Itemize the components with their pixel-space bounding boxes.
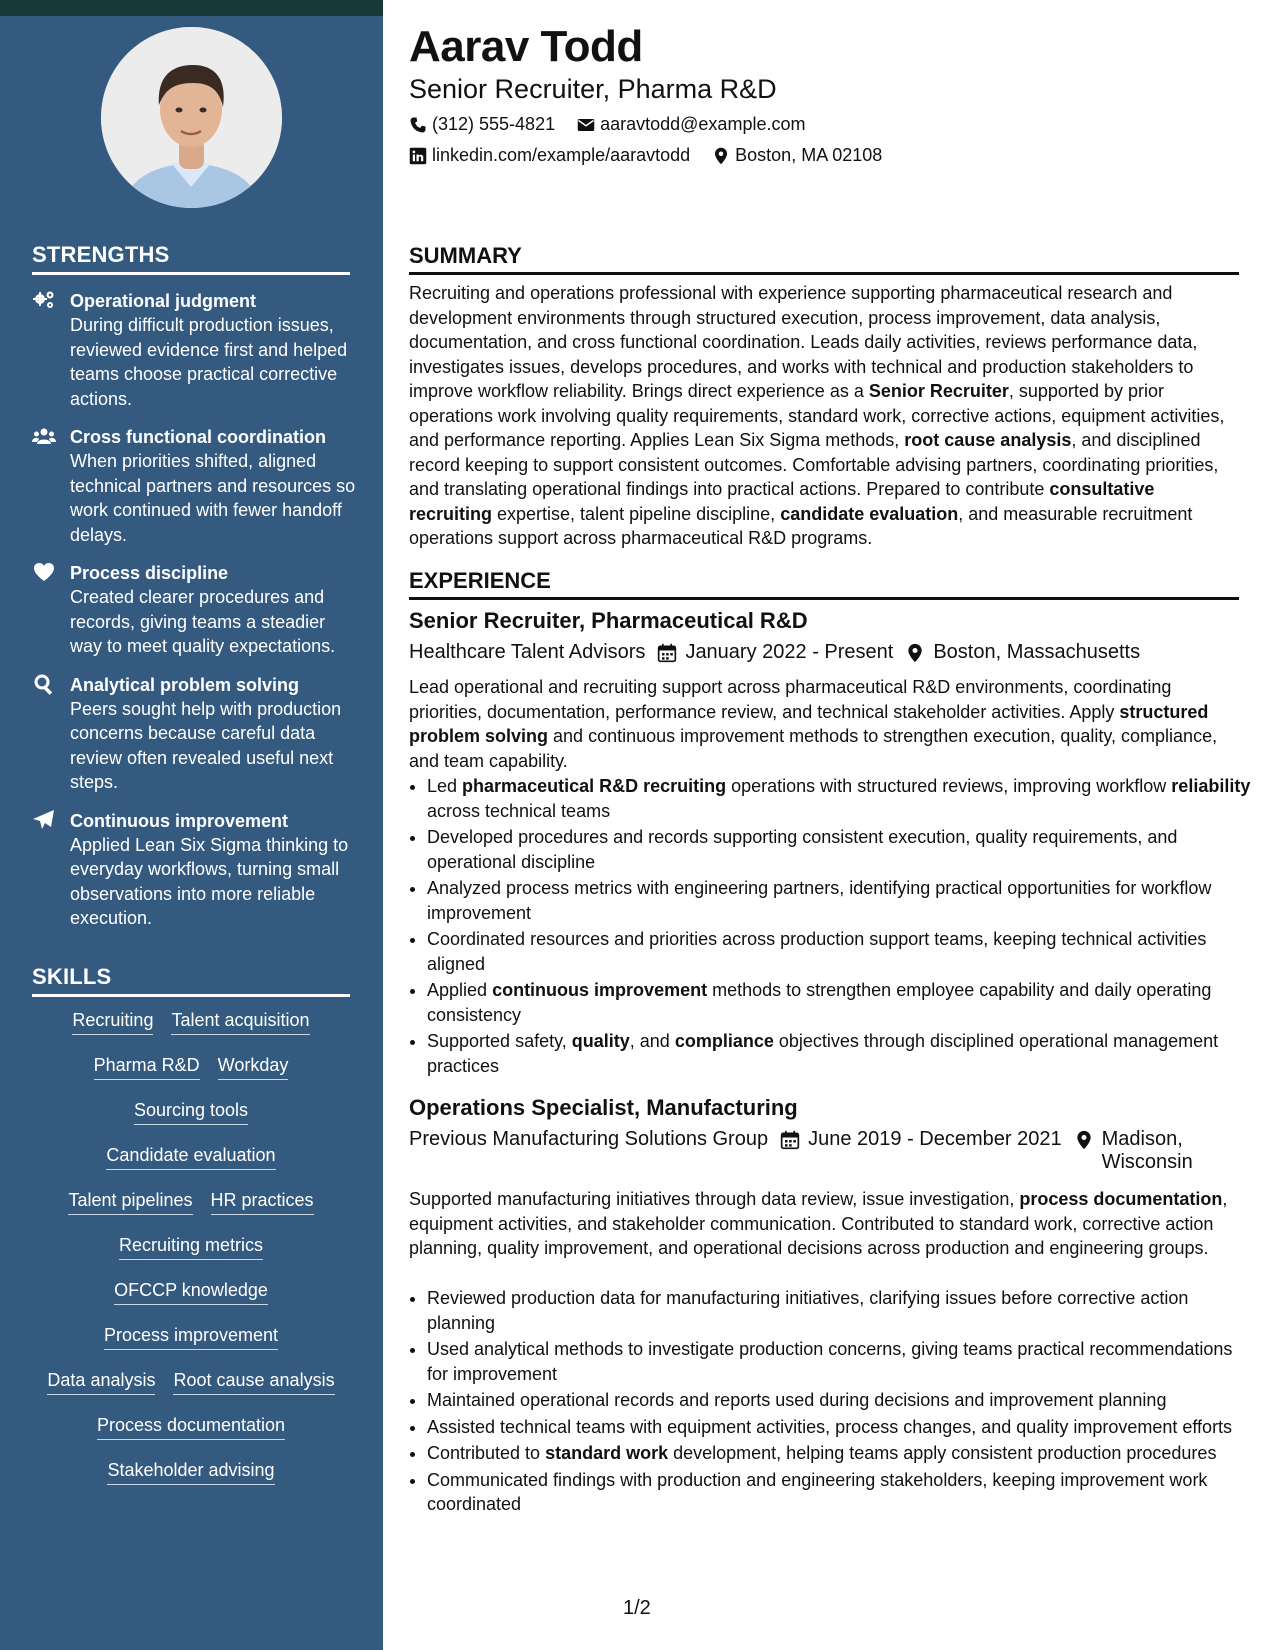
text-segment: , and measurable recruitment operations support across pharmaceutical R&D programs. xyxy=(409,503,1193,548)
skill-tag: Talent acquisition xyxy=(171,1008,309,1035)
contact-row-1 xyxy=(409,114,805,135)
skill-tag: OFCCP knowledge xyxy=(114,1278,268,1305)
gears-icon xyxy=(32,289,56,311)
strength-description: When priorities shifted, aligned technical partners and resources so work continued with fewer handoff delays. xyxy=(70,451,356,545)
page-number: 1/2 xyxy=(623,1597,651,1619)
bold-text: structured problem solving xyxy=(409,701,1209,746)
bold-text: process documentation xyxy=(1019,1189,1223,1209)
text-segment: across technical teams xyxy=(427,800,611,821)
bold-text: quality xyxy=(571,1031,630,1051)
paper-plane-icon xyxy=(32,809,56,831)
bullet-item xyxy=(427,774,1257,823)
strengths-heading: STRENGTHS xyxy=(32,242,350,275)
text-segment: Reviewed production data for manufacturing initiatives, clarifying issues before corrective action planning xyxy=(427,1288,1189,1333)
text-segment: Maintained operational records and reports used during decisions and improvement planning xyxy=(427,1390,1167,1410)
summary-heading: SUMMARY xyxy=(409,243,1239,275)
text-segment: Supported safety, xyxy=(427,1031,572,1051)
linkedin-contact[interactable] xyxy=(409,145,690,166)
bold-text: continuous improvement xyxy=(492,980,708,1000)
strength-title: Analytical problem solving xyxy=(70,674,300,695)
text-segment: Assisted technical teams with equipment activities, process changes, and quality improvement efforts xyxy=(427,1416,1233,1437)
candidate-title: Senior Recruiter, Pharma R&D xyxy=(409,74,777,104)
job-company: Previous Manufacturing Solutions Group xyxy=(409,1128,769,1150)
text-segment: expertise, talent pipeline discipline, xyxy=(492,503,781,524)
job-title: Senior Recruiter, Pharmaceutical R&D xyxy=(409,608,808,633)
bullet-item xyxy=(427,1286,1257,1335)
skill-row xyxy=(32,1143,350,1188)
skills-list xyxy=(32,1008,350,1503)
strength-item xyxy=(32,673,362,795)
skill-row xyxy=(32,1458,350,1503)
strength-description: Created clearer procedures and records, giving teams a steadier way to meet quality expectations. xyxy=(70,587,336,656)
bullet-item xyxy=(427,978,1257,1027)
strength-title: Continuous improvement xyxy=(70,810,289,831)
sidebar xyxy=(0,0,383,1650)
skill-row xyxy=(32,1323,350,1368)
calendar-icon xyxy=(657,643,677,663)
contact-row-2 xyxy=(409,145,882,166)
email-text: aaravtodd@example.com xyxy=(600,114,806,134)
skill-row xyxy=(32,1098,350,1143)
job-dates: June 2019 - December 2021 xyxy=(808,1128,1062,1150)
strength-item xyxy=(32,561,362,659)
bullet-item xyxy=(427,825,1257,874)
skill-row xyxy=(32,1413,350,1458)
skill-row xyxy=(32,1188,350,1233)
phone-text: (312) 555-4821 xyxy=(432,114,556,134)
text-segment: development, helping teams apply consistent production procedures xyxy=(668,1443,1217,1463)
bullet-item xyxy=(427,1029,1257,1078)
bullet-item xyxy=(427,927,1257,976)
job-meta xyxy=(409,1128,1207,1174)
text-segment: Recruiting and operations professional with experience supporting pharmaceutical research and development environments through structured execution, process improvement, data analysis, documentation, and cross functional coordination. Leads daily activities, reviews performance data, investigates issues, develops procedures, and works with technical and production stakeholders to improve workflow reliability. Brings direct experience as a xyxy=(409,283,1198,401)
bullet-item xyxy=(427,1388,1257,1413)
text-segment: Contributed to xyxy=(427,1443,546,1463)
job-meta xyxy=(409,641,1140,664)
skill-tag: Recruiting metrics xyxy=(119,1233,263,1260)
linkedin-icon xyxy=(409,147,427,165)
text-segment: Analyzed process metrics with engineering partners, identifying practical opportunities for workflow improvement xyxy=(427,878,1212,923)
skill-row xyxy=(32,1233,350,1278)
summary-text xyxy=(409,281,1239,551)
skill-row xyxy=(32,1278,350,1323)
job-dates: January 2022 - Present xyxy=(685,641,894,663)
job-intro xyxy=(409,675,1239,773)
strength-item xyxy=(32,809,362,931)
bullet-item xyxy=(427,1441,1257,1466)
skill-row xyxy=(32,1053,350,1098)
text-segment: and continuous improvement methods to strengthen execution, quality, compliance, and team capability. xyxy=(409,726,1218,771)
bold-text: consultative recruiting xyxy=(409,479,1155,524)
location-contact xyxy=(712,145,882,166)
text-segment: Coordinated resources and priorities across production support teams, keeping technical activities aligned xyxy=(427,929,1207,974)
text-segment: Used analytical methods to investigate production concerns, giving teams practical recommendations for improvement xyxy=(427,1339,1233,1384)
bullet-item xyxy=(427,1415,1257,1440)
calendar-icon xyxy=(780,1130,800,1150)
strength-description: During difficult production issues, reviewed evidence first and helped teams choose practical corrective actions. xyxy=(70,315,348,409)
strength-item xyxy=(32,289,362,411)
skill-tag: Process documentation xyxy=(97,1413,285,1440)
text-segment: methods to strengthen employee capability and daily operating consistency xyxy=(427,980,1212,1025)
skill-tag: Workday xyxy=(218,1053,289,1080)
text-segment: , and disciplined record keeping to support consistent outcomes. Comfortable advising partners, coordinating priorities, and translating operational findings into practical actions. Prepared to contribute xyxy=(409,430,1219,499)
bullet-item xyxy=(427,1337,1257,1386)
strength-title: Process discipline xyxy=(70,563,229,583)
candidate-name: Aarav Todd xyxy=(409,22,643,71)
text-segment: , equipment activities, and stakeholder communication. Contributed to standard work, corrective action planning, quality improvement, and operational decisions across production and engineering groups. xyxy=(409,1189,1228,1258)
experience-heading: EXPERIENCE xyxy=(409,568,1239,600)
job-location: Madison, Wisconsin xyxy=(1101,1128,1193,1173)
text-segment: Supported manufacturing initiatives through data review, issue investigation, xyxy=(409,1189,1020,1209)
bold-text: reliability xyxy=(1171,776,1251,796)
profile-photo-icon xyxy=(101,27,282,208)
text-segment: objectives through disciplined operational management practices xyxy=(427,1031,1219,1076)
heart-icon xyxy=(32,561,56,583)
skill-row xyxy=(32,1368,350,1413)
strengths-list xyxy=(32,289,362,945)
users-icon xyxy=(32,425,56,447)
job-company: Healthcare Talent Advisors xyxy=(409,641,646,663)
text-segment: operations with structured reviews, improving workflow xyxy=(726,776,1172,796)
skill-tag: HR practices xyxy=(211,1188,314,1215)
strength-title: Cross functional coordination xyxy=(70,427,327,447)
skill-tag: Candidate evaluation xyxy=(106,1143,275,1170)
map-pin-icon xyxy=(905,643,925,663)
skill-tag: Data analysis xyxy=(47,1368,155,1395)
skill-tag: Sourcing tools xyxy=(134,1098,248,1125)
skill-row xyxy=(32,1008,350,1053)
email-contact[interactable] xyxy=(577,114,805,135)
linkedin-text: linkedin.com/example/aaravtodd xyxy=(432,145,691,165)
strength-item xyxy=(32,425,362,547)
map-pin-icon xyxy=(712,147,730,165)
skill-tag: Stakeholder advising xyxy=(107,1458,274,1485)
job-location: Boston, Massachusetts xyxy=(933,641,1141,663)
map-pin-icon xyxy=(1074,1130,1094,1150)
skill-tag: Pharma R&D xyxy=(94,1053,200,1080)
strength-title: Operational judgment xyxy=(70,291,257,311)
skill-tag: Root cause analysis xyxy=(173,1368,334,1395)
text-segment: , supported by prior operations work involving quality requirements, standard work, corrective actions, equipment activities, and performance reporting. Applies Lean Six Sigma methods, xyxy=(409,381,1225,450)
search-icon xyxy=(32,673,56,695)
bullet-item xyxy=(427,1468,1257,1517)
bold-text: candidate evaluation xyxy=(780,503,959,524)
text-segment: Applied xyxy=(427,980,493,1000)
bold-text: compliance xyxy=(674,1031,774,1051)
skill-tag: Process improvement xyxy=(104,1323,278,1350)
bold-text: pharmaceutical R&D recruiting xyxy=(462,776,727,796)
avatar xyxy=(101,27,282,208)
envelope-icon xyxy=(577,116,595,134)
text-segment: Communicated findings with production and engineering stakeholders, keeping improvement work coordinated xyxy=(427,1469,1208,1514)
skills-heading: SKILLS xyxy=(32,964,350,997)
strength-description: Peers sought help with production concerns because careful data review often revealed useful next steps. xyxy=(70,698,342,792)
strength-description: Applied Lean Six Sigma thinking to everyday workflows, turning small observations into more reliable execution. xyxy=(70,834,349,928)
bold-text: Senior Recruiter xyxy=(868,381,1009,401)
phone-contact[interactable] xyxy=(409,114,555,135)
job-title: Operations Specialist, Manufacturing xyxy=(409,1095,798,1120)
job-intro xyxy=(409,1187,1239,1261)
phone-icon xyxy=(409,116,427,134)
job-bullets xyxy=(409,774,1257,1080)
skill-tag: Talent pipelines xyxy=(68,1188,192,1215)
job-bullets xyxy=(409,1286,1257,1519)
bold-text: standard work xyxy=(545,1443,669,1463)
text-segment: Developed procedures and records supporting consistent execution, quality requirements, and operational discipline xyxy=(427,827,1178,872)
location-text: Boston, MA 02108 xyxy=(735,145,883,165)
skill-tag: Recruiting xyxy=(72,1008,153,1035)
text-segment: Lead operational and recruiting support across pharmaceutical R&D environments, coordinating priorities, documentation, performance review, and technical stakeholder activities. Apply xyxy=(409,677,1172,722)
text-segment: , and xyxy=(629,1031,675,1051)
bold-text: root cause analysis xyxy=(904,430,1072,450)
sidebar-top-bar xyxy=(0,0,383,16)
bullet-item xyxy=(427,876,1257,925)
text-segment: Led xyxy=(427,776,463,796)
